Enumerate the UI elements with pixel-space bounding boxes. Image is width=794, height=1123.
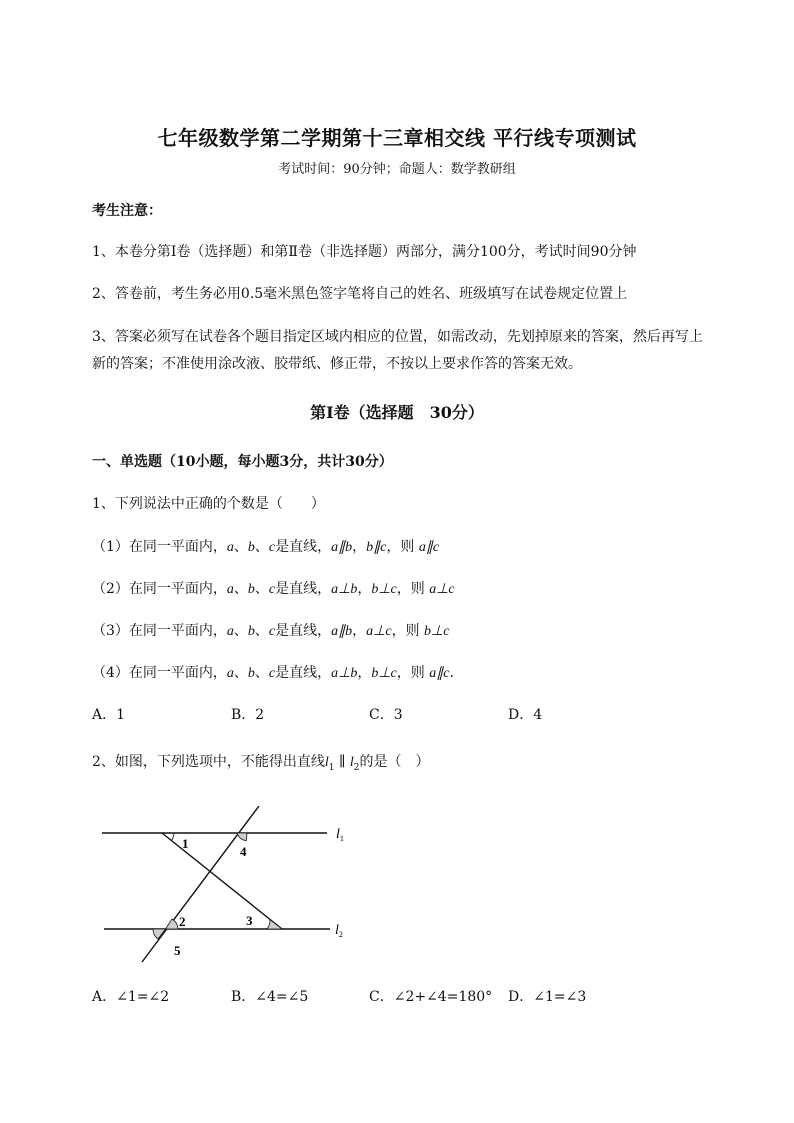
question-1-stem: 1、下列说法中正确的个数是（ ） xyxy=(92,496,325,512)
notes-heading: 考生注意： xyxy=(92,203,162,219)
q2-option-d[interactable]: D．∠1=∠3 xyxy=(508,989,587,1005)
q2-option-b[interactable]: B．∠4=∠5 xyxy=(231,989,309,1005)
parallel-lines-figure xyxy=(92,798,362,970)
note-item-1: 1、本卷分第I卷（选择题）和第Ⅱ卷（非选择题）两部分，满分100分，考试时间90分钟 xyxy=(92,244,637,260)
q2-option-a[interactable]: A．∠1=∠2 xyxy=(92,989,170,1005)
line-l1-label: $l_1$ xyxy=(336,827,344,843)
section-title: 第I卷（选择题 30分） xyxy=(310,403,484,422)
transversal-steep xyxy=(142,806,259,962)
angle-1-arc xyxy=(171,833,174,841)
q1-option-a[interactable]: A．1 xyxy=(92,707,126,723)
q1-option-b[interactable]: B．2 xyxy=(231,707,265,723)
q1-option-c[interactable]: C．3 xyxy=(369,707,403,723)
q2-option-c[interactable]: C．∠2+∠4=180° xyxy=(369,989,493,1005)
angle-3-arc xyxy=(267,920,282,930)
page-title: 七年级数学第二学期第十三章相交线 平行线专项测试 xyxy=(157,126,637,150)
angle-label-3: 3 xyxy=(246,913,253,928)
note-item-2: 2、答卷前，考生务必用0.5毫米黑色签字笔将自己的姓名、班级填写在试卷规定位置上 xyxy=(92,286,628,302)
note-item-3: 3、答案必须写在试卷各个题目指定区域内相应的位置，如需改动，先划掉原来的答案，然后再写上新的答案；不准使用涂改液、胶带纸、修正带，不按以上要求作答的答案无效。 xyxy=(92,329,703,372)
angle-label-1: 1 xyxy=(182,836,189,851)
q1-statement-3: （3）在同一平面内，a、b、c是直线，a∥b，a⊥c，则 b⊥c xyxy=(92,623,450,639)
angle-label-2: 2 xyxy=(179,914,186,929)
question-2-stem: 2、如图，下列选项中，不能得出直线$l_1$ ∥ $l_2$的是（ ） xyxy=(92,754,430,773)
exam-info: 考试时间：90分钟；命题人：数学教研组 xyxy=(278,162,516,177)
line-l2-label: $l_2$ xyxy=(335,923,343,939)
q1-statement-4: （4）在同一平面内，a、b、c是直线，a⊥b，b⊥c，则 a∥c. xyxy=(92,665,454,681)
angle-4-arc xyxy=(237,833,247,841)
part-title: 一、单选题（10小题，每小题3分，共计30分） xyxy=(92,454,393,470)
q1-statement-1: （1）在同一平面内，a、b、c是直线，a∥b，b∥c，则 a∥c xyxy=(92,539,440,555)
angle-2-arc xyxy=(166,919,179,929)
q1-statement-2: （2）在同一平面内，a、b、c是直线，a⊥b，b⊥c，则 a⊥c xyxy=(92,581,455,597)
angle-label-4: 4 xyxy=(240,844,247,859)
q1-option-d[interactable]: D．4 xyxy=(508,707,543,723)
angle-label-5: 5 xyxy=(174,943,181,958)
